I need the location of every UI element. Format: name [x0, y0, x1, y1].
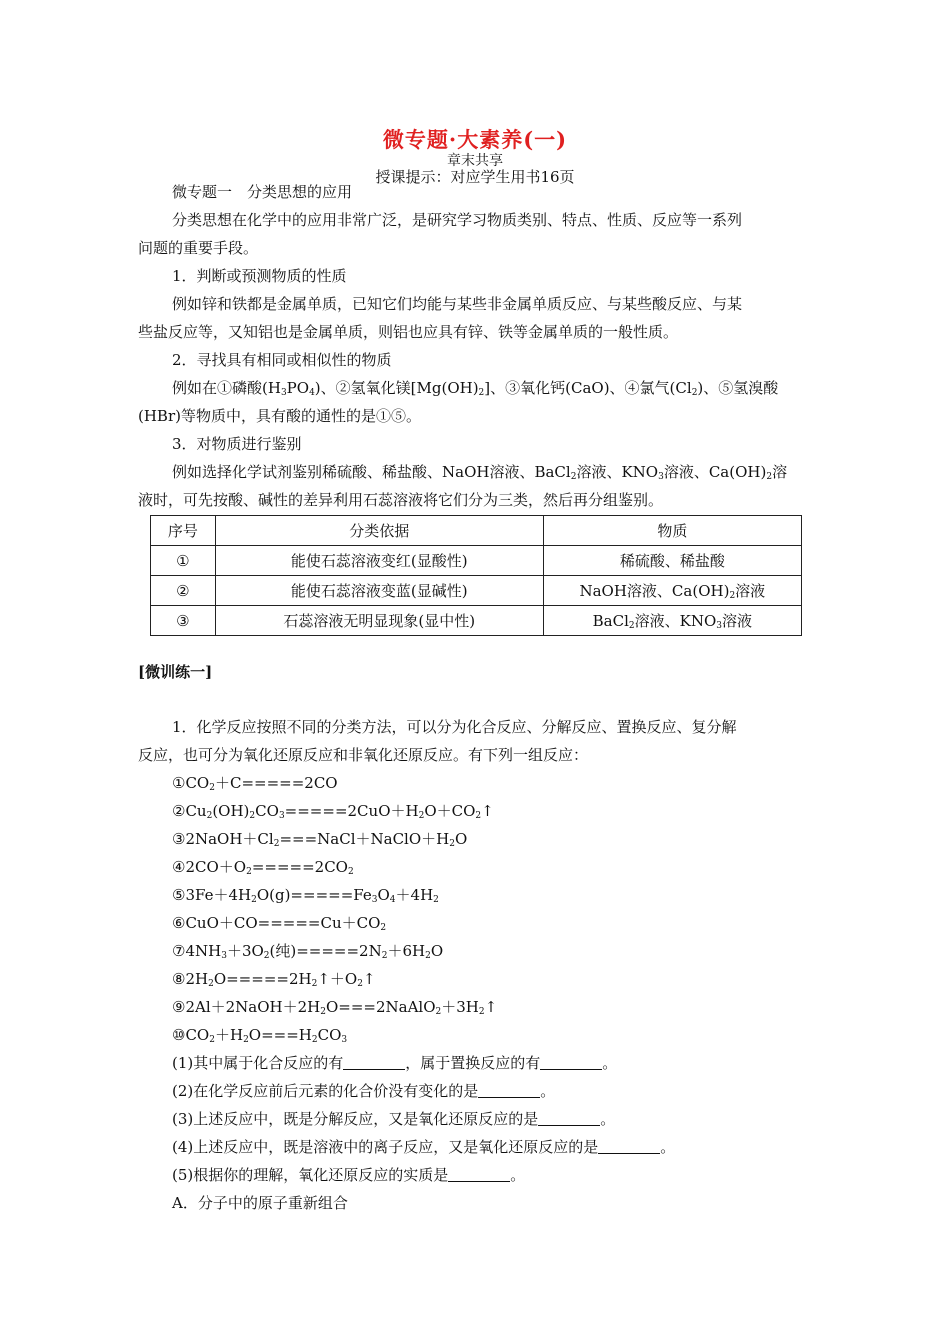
page-subtitle: 章末共享 [447, 153, 503, 169]
classification-table [150, 515, 802, 636]
point-1-text-2: 些盐反应等，又知铝也是金属单质，则铝也应具有锌、铁等金属单质的一般性质。 [138, 323, 679, 341]
reaction-1: $①CO_2+C=====2CO$ [172, 774, 338, 793]
reaction-4: $④2CO+O_2=====2CO_2$ [172, 858, 354, 877]
answer-blank[interactable] [598, 1139, 660, 1154]
reaction-9: $⑨2Al+2NaOH+2H_2O===2NaAlO_2+3H_2↑$ [172, 998, 498, 1017]
option-a: A．分子中的原子重新组合 [172, 1194, 348, 1212]
table-cell: BaCl$_2$溶液、$KNO_3$溶液 [543, 606, 801, 636]
table-cell: 稀硫酸、稀盐酸 [543, 546, 801, 576]
table-cell: 能使石蕊溶液变蓝(显碱性) [215, 576, 543, 606]
question-intro-2: 反应，也可分为氧化还原反应和非氧化还原反应。有下列一组反应： [138, 746, 589, 764]
question-intro-1: 1．化学反应按照不同的分类方法，可以分为化合反应、分解反应、置换反应、复分解 [172, 718, 737, 736]
sub-question-3: (3)上述反应中，既是分解反应，又是氧化还原反应的是 。 [172, 1110, 616, 1128]
reaction-5: $⑤3Fe+4H_2O(g)=====Fe_3O_4+4H_2$ [172, 886, 439, 905]
table-cell: 石蕊溶液无明显现象(显中性) [215, 606, 543, 636]
table-header-cell: 物质 [543, 516, 801, 546]
table-header-row [151, 516, 802, 546]
answer-blank[interactable] [448, 1167, 510, 1182]
exercise-section-label: [微训练一] [138, 663, 213, 681]
table-row [151, 576, 802, 606]
table-cell: ③ [151, 606, 216, 636]
point-3-title: 3．对物质进行鉴别 [172, 435, 302, 453]
sub-question-5: (5)根据你的理解，氧化还原反应的实质是 。 [172, 1166, 526, 1184]
point-3-text-1: 例如选择化学试剂鉴别稀硫酸、稀盐酸、NaOH溶液、BaCl$_2$溶液、$KNO_3$溶液、$Ca(OH)_2$溶 [172, 463, 788, 482]
answer-blank[interactable] [478, 1083, 540, 1098]
reaction-7: $⑦4NH_3+3O_2$(纯)$=====2N_2+6H_2O$ [172, 942, 444, 961]
table-row [151, 546, 802, 576]
table-header-cell: 序号 [151, 516, 216, 546]
answer-blank[interactable] [540, 1055, 602, 1070]
topic-heading: 微专题一 分类思想的应用 [172, 183, 353, 201]
intro-line-1: 分类思想在化学中的应用非常广泛，是研究学习物质类别、特点、性质、反应等一系列 [172, 211, 743, 229]
point-2-text-1: 例如在①磷酸$(H_3PO_4)$、②氢氧化镁$[Mg(OH)_2]$、③氧化钙(CaO)、④氯气$(Cl_2)$、⑤氢溴酸 [172, 379, 779, 398]
table-cell: ① [151, 546, 216, 576]
reaction-2: $②Cu_2(OH)_2CO_3=====2CuO+H_2O+CO_2↑$ [172, 802, 494, 821]
table-header-cell: 分类依据 [215, 516, 543, 546]
point-2-text-2: (HBr)等物质中，具有酸的通性的是①⑤。 [138, 407, 421, 425]
table-row [151, 606, 802, 636]
point-1-text-1: 例如锌和铁都是金属单质，已知它们均能与某些非金属单质反应、与某些酸反应、与某 [172, 295, 743, 313]
reaction-3: $③2NaOH+Cl_2===NaCl+NaClO+H_2O$ [172, 830, 468, 849]
intro-line-2: 问题的重要手段。 [138, 239, 259, 257]
page-title: 微专题·大素养(一) [382, 127, 568, 152]
point-1-title: 1．判断或预测物质的性质 [172, 267, 347, 285]
point-2-title: 2．寻找具有相同或相似性的物质 [172, 351, 392, 369]
sub-question-2: (2)在化学反应前后元素的化合价没有变化的是 。 [172, 1082, 556, 1100]
teaching-hint: 授课提示：对应学生用书16页 [375, 168, 575, 186]
reaction-8: $⑧2H_2O=====2H_2↑+O_2↑$ [172, 970, 376, 989]
reaction-10: $⑩CO_2+H_2O===H_2CO_3$ [172, 1026, 348, 1045]
answer-blank[interactable] [538, 1111, 600, 1126]
answer-blank[interactable] [343, 1055, 405, 1070]
sub-question-1: (1)其中属于化合反应的有 ，属于置换反应的有 。 [172, 1054, 618, 1072]
table-cell: 能使石蕊溶液变红(显酸性) [215, 546, 543, 576]
sub-question-4: (4)上述反应中，既是溶液中的离子反应，又是氧化还原反应的是 。 [172, 1138, 676, 1156]
table-cell: ② [151, 576, 216, 606]
table-cell: NaOH溶液、$Ca(OH)_2$溶液 [543, 576, 801, 606]
point-3-text-2: 液时，可先按酸、碱性的差异利用石蕊溶液将它们分为三类，然后再分组鉴别。 [138, 491, 664, 509]
reaction-6: $⑥CuO+CO=====Cu+CO_2$ [172, 914, 387, 933]
